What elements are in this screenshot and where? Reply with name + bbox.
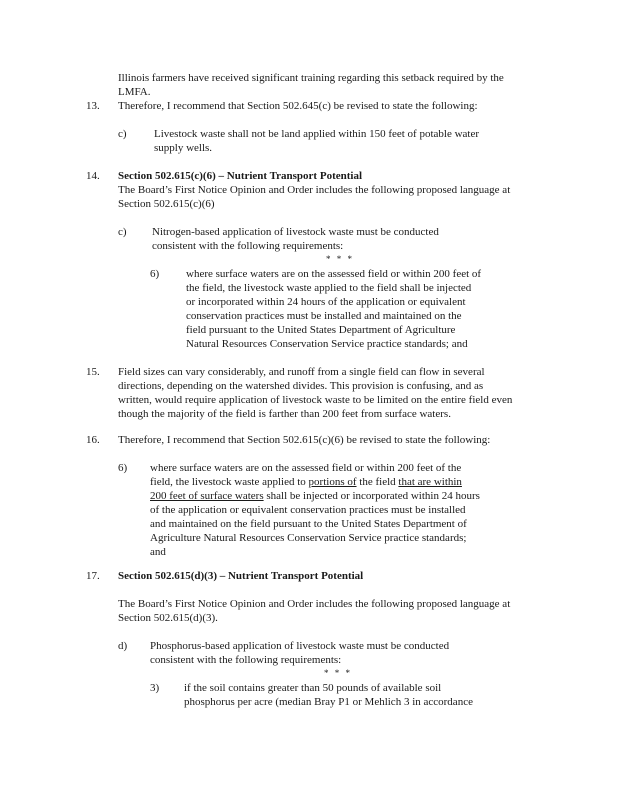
paragraph-14-item-6-label: 6) bbox=[150, 268, 160, 280]
paragraph-16-item-line-3-post: shall be injected or incorporated within 24 hours bbox=[263, 490, 480, 502]
paragraph-14-item-6-line-1: where surface waters are on the assessed field or within 200 feet of bbox=[186, 268, 482, 280]
paragraph-16-item-line-2-pre: field, the livestock waste applied to bbox=[150, 476, 309, 488]
paragraph-14-heading: Section 502.615(c)(6) – Nutrient Transport Potential bbox=[118, 170, 363, 182]
paragraph-16-item-line-6: Agriculture Natural Resources Conservation Service practice standards; bbox=[150, 532, 467, 544]
paragraph-17-item-d-line-2: consistent with the following requirements: bbox=[150, 654, 342, 666]
inserted-text-that-are-within: that are within bbox=[398, 476, 462, 488]
paragraph-16-number: 16. bbox=[86, 434, 100, 446]
paragraph-17-item-3-line-1: if the soil contains greater than 50 pounds of available soil bbox=[184, 682, 442, 694]
paragraph-17-item-d-label: d) bbox=[118, 640, 128, 652]
paragraph-17-item-3-line-2: phosphorus per acre (median Bray P1 or Mehlich 3 in accordance bbox=[184, 696, 473, 708]
paragraph-14-item-c-label: c) bbox=[118, 226, 127, 238]
inserted-text-portions-of: portions of bbox=[308, 476, 357, 488]
paragraph-13-item-line-1: Livestock waste shall not be land applied within 150 feet of potable water bbox=[154, 128, 480, 140]
paragraph-14-line-2: Section 502.615(c)(6) bbox=[118, 198, 215, 210]
intro-line-1: Illinois farmers have received significant training regarding this setback required by the bbox=[118, 72, 504, 84]
paragraph-17-number: 17. bbox=[86, 570, 100, 582]
paragraph-13-item-label: c) bbox=[118, 128, 127, 140]
paragraph-17-item-3-label: 3) bbox=[150, 682, 160, 694]
paragraph-13-number: 13. bbox=[86, 100, 100, 112]
paragraph-17-item-d-line-1: Phosphorus-based application of livestock waste must be conducted bbox=[150, 640, 450, 652]
paragraph-16-item-line-4: of the application or equivalent conservation practices must be installed bbox=[150, 504, 466, 516]
paragraph-14-item-6-line-4: conservation practices must be installed and maintained on the bbox=[186, 310, 462, 322]
paragraph-14-ellipsis-stars: * * * bbox=[326, 254, 354, 264]
paragraph-16-text: Therefore, I recommend that Section 502.615(c)(6) be revised to state the following: bbox=[118, 434, 491, 446]
paragraph-15-line-4: though the majority of the field is farther than 200 feet from surface waters. bbox=[118, 408, 451, 420]
paragraph-16-item-line-5: and maintained on the field pursuant to the United States Department of bbox=[150, 518, 467, 530]
paragraph-14-item-6-line-5: field pursuant to the United States Department of Agriculture bbox=[186, 324, 456, 336]
paragraph-14-line-1: The Board’s First Notice Opinion and Order includes the following proposed language at bbox=[118, 184, 511, 196]
paragraph-15-line-1: Field sizes can vary considerably, and runoff from a single field can flow in several bbox=[118, 366, 485, 378]
paragraph-16-item-label: 6) bbox=[118, 462, 128, 474]
paragraph-14-number: 14. bbox=[86, 170, 100, 182]
paragraph-15-line-2: directions, depending on the watershed divides. This provision is confusing, and as bbox=[118, 380, 484, 392]
paragraph-16-item-line-1: where surface waters are on the assessed field or within 200 feet of the bbox=[150, 462, 462, 474]
paragraph-16-item-line-2-mid: the field bbox=[356, 476, 399, 488]
paragraph-17-line-1: The Board’s First Notice Opinion and Order includes the following proposed language at bbox=[118, 598, 511, 610]
paragraph-16-item-line-2 bbox=[150, 476, 462, 490]
paragraph-17-heading: Section 502.615(d)(3) – Nutrient Transport Potential bbox=[118, 570, 364, 582]
inserted-text-200-feet: 200 feet of surface waters bbox=[150, 490, 264, 502]
intro-line-2: LMFA. bbox=[118, 86, 151, 98]
paragraph-14-item-c-line-2: consistent with the following requirements: bbox=[152, 240, 344, 252]
paragraph-13-item-line-2: supply wells. bbox=[154, 142, 213, 154]
paragraph-17-ellipsis-stars: * * * bbox=[324, 668, 352, 678]
paragraph-14-item-6-line-6: Natural Resources Conservation Service practice standards; and bbox=[186, 338, 468, 350]
paragraph-16-item-line-3 bbox=[150, 490, 480, 504]
paragraph-14-item-6-line-2: the field, the livestock waste applied to the field shall be injected bbox=[186, 282, 472, 294]
paragraph-17-line-2: Section 502.615(d)(3). bbox=[118, 612, 218, 624]
paragraph-15-number: 15. bbox=[86, 366, 100, 378]
paragraph-16-item-line-7: and bbox=[150, 546, 166, 558]
paragraph-14-item-6-line-3: or incorporated within 24 hours of the application or equivalent bbox=[186, 296, 466, 308]
paragraph-13-text: Therefore, I recommend that Section 502.645(c) be revised to state the following: bbox=[118, 100, 478, 112]
paragraph-14-item-c-line-1: Nitrogen-based application of livestock waste must be conducted bbox=[152, 226, 439, 238]
paragraph-15-line-3: written, would require application of livestock waste to be limited on the entire field even bbox=[118, 394, 513, 406]
